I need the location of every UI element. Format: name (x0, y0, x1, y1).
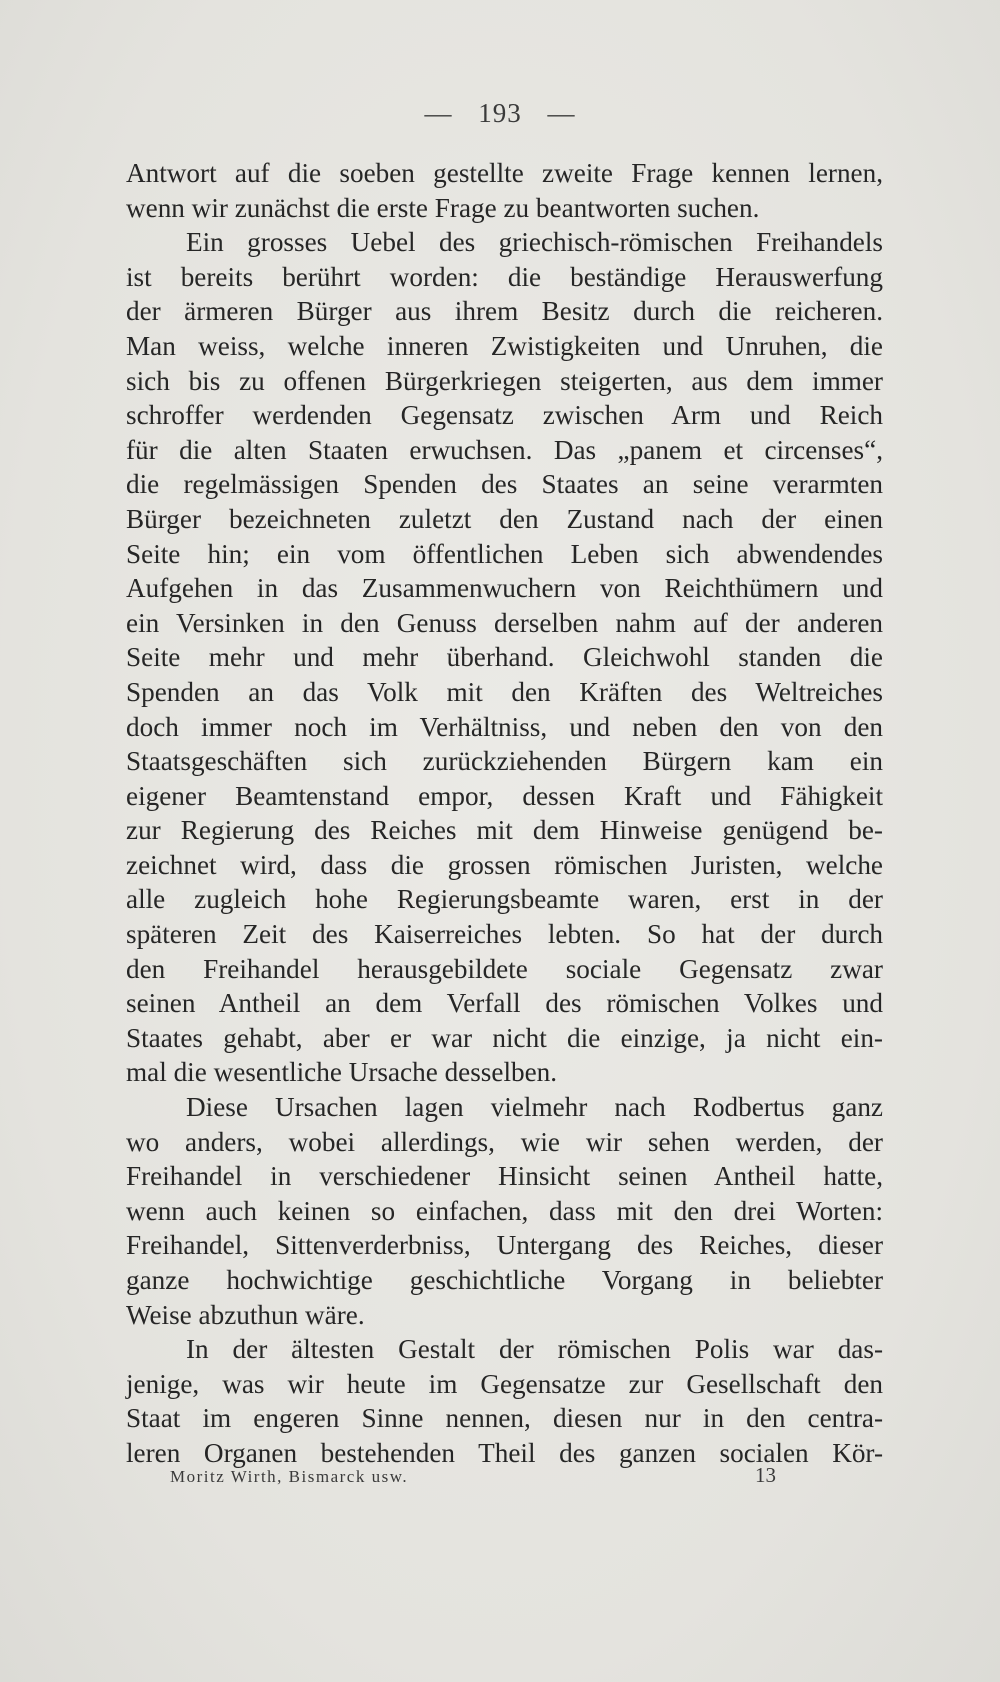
text-line: wo anders, wobei allerdings, wie wir sehen werden, der (126, 1126, 883, 1157)
text-line: Weise abzuthun wäre. (126, 1299, 365, 1330)
text-line: der ärmeren Bürger aus ihrem Besitz durch die reicheren. (126, 296, 883, 327)
text-line: ganze hochwichtige geschichtliche Vorgang in beliebter (126, 1265, 883, 1295)
text-line: Seite hin; ein vom öffentlichen Leben sich abwendendes (126, 538, 883, 569)
text-line: eigener Beamtenstand empor, dessen Kraft und Fähigkeit (126, 780, 883, 811)
header-dash-right: — (547, 98, 576, 128)
text-line: für die alten Staaten erwuchsen. Das „panem et circenses“, (126, 434, 883, 465)
text-line: ist bereits berührt worden: die beständige Herauswerfung (126, 261, 883, 292)
text-line: mal die wesentliche Ursache desselben. (126, 1057, 558, 1088)
text-line: Aufgehen in das Zusammenwuchern von Reichthümern und (126, 573, 883, 604)
text-line: den Freihandel herausgebildete sociale Gegensatz zwar (126, 953, 883, 984)
page-number: 193 (478, 98, 522, 128)
text-line: schroffer werdenden Gegensatz zwischen Arm und Reich (126, 400, 883, 431)
page-header (0, 98, 1000, 129)
text-line: späteren Zeit des Kaiserreiches lebten. So hat der durch (126, 919, 883, 950)
text-line: Staates gehabt, aber er war nicht die einzige, ja nicht ein- (126, 1022, 883, 1053)
text-line: Staatsgeschäften sich zurückziehenden Bürgern kam ein (126, 746, 883, 777)
text-line: Freihandel in verschiedener Hinsicht seinen Antheil hatte, (126, 1161, 883, 1192)
text-line: Diese Ursachen lagen vielmehr nach Rodbertus ganz (186, 1092, 883, 1123)
text-line: alle zugleich hohe Regierungsbeamte waren, erst in der (126, 884, 883, 915)
text-line: zeichnet wird, dass die grossen römischen Juristen, welche (126, 849, 883, 880)
text-line: sich bis zu offenen Bürgerkriegen steigerten, aus dem immer (126, 365, 883, 396)
text-line: Ein grosses Uebel des griechisch-römischen Freihandels (186, 227, 883, 258)
text-line: zur Regierung des Reiches mit dem Hinweise genügend be- (126, 815, 883, 846)
text-line: leren Organen bestehenden Theil des ganzen socialen Kör- (126, 1437, 883, 1468)
text-line: Antwort auf die soeben gestellte zweite Frage kennen lernen, (126, 158, 883, 188)
text-line: wenn auch keinen so einfachen, dass mit den drei Worten: (126, 1195, 883, 1226)
signature-mark: 13 (755, 1463, 776, 1487)
text-line: ein Versinken in den Genuss derselben nahm auf der anderen (126, 607, 883, 638)
body-text (126, 156, 883, 1471)
header-dash-left: — (424, 98, 453, 128)
text-line: die regelmässigen Spenden des Staates an seine verarmten (126, 469, 883, 500)
page-footer (170, 1463, 790, 1487)
footer-author-title: Moritz Wirth, Bismarck usw. (170, 1467, 409, 1486)
text-line: In der ältesten Gestalt der römischen Polis war das- (186, 1334, 883, 1365)
text-line: seinen Antheil an dem Verfall des römischen Volkes und (126, 988, 883, 1019)
text-line: Man weiss, welche inneren Zwistigkeiten und Unruhen, die (126, 330, 883, 361)
text-line: jenige, was wir heute im Gegensatze zur Gesellschaft den (126, 1368, 883, 1399)
text-line: wenn wir zunächst die erste Frage zu beantworten suchen. (126, 192, 760, 223)
text-line: Staat im engeren Sinne nennen, diesen nur in den centra- (126, 1403, 883, 1434)
text-line: doch immer noch im Verhältniss, und neben den von den (126, 711, 883, 742)
text-line: Seite mehr und mehr überhand. Gleichwohl standen die (126, 642, 883, 673)
text-line: Bürger bezeichneten zuletzt den Zustand nach der einen (126, 503, 883, 534)
text-line: Freihandel, Sittenverderbniss, Untergang des Reiches, dieser (126, 1230, 883, 1261)
text-line: Spenden an das Volk mit den Kräften des Weltreiches (126, 676, 883, 707)
